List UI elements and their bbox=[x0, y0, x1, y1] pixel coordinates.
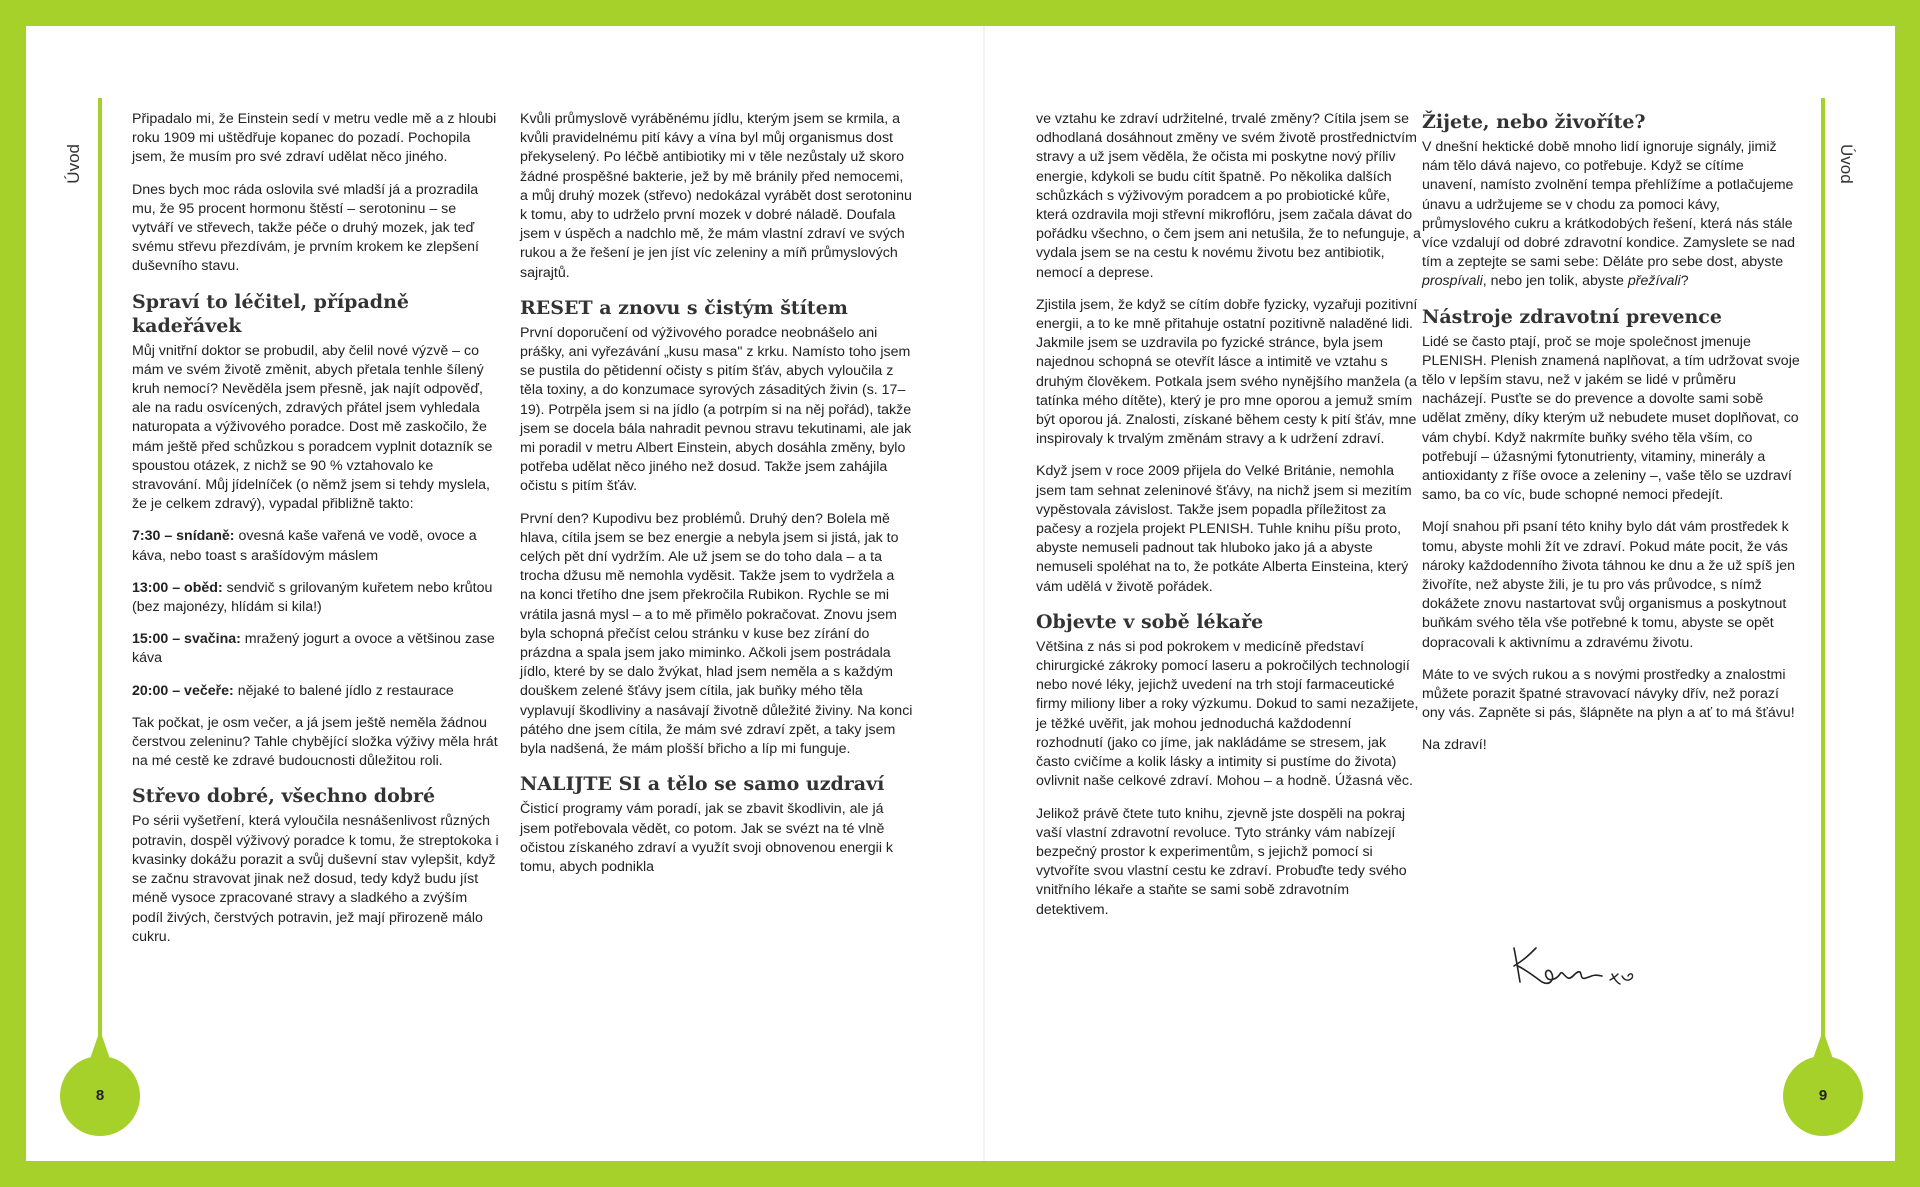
schedule-item bbox=[132, 630, 500, 668]
section-heading: Nástroje zdravotní prevence bbox=[1422, 305, 1722, 328]
schedule-item bbox=[132, 682, 500, 701]
section-heading: Objevte v sobě lékaře bbox=[1036, 610, 1264, 633]
section-heading: Spraví to léčitel, případně kadeřávek bbox=[132, 290, 409, 337]
schedule-text: ovesná kaše vařená ve vodě, ovoce a káva, nebo toast s arašídovým máslem bbox=[132, 528, 477, 564]
column-2 bbox=[520, 110, 914, 890]
right-page-number-drop bbox=[1783, 1056, 1863, 1136]
paragraph: Po sérii vyšetření, která vyloučila nesnášenlivost různých potravin, dospěl výživový poradce k tomu, že streptokoka i kvasinky dokážu porazit a svůj duševní stav vylepšit, když se začnu stravovat jinak než dosud, tedy když budu jíst méně vysoce zpracované stravy a sladkého a zvýším podíl živých, čerstvých potravin, jež mají přirozeně málo cukru. bbox=[132, 813, 499, 945]
schedule-text: nějaké to balené jídlo z restaurace bbox=[233, 682, 454, 699]
column-3 bbox=[1036, 110, 1421, 933]
paragraph: První doporučení od výživového poradce neobnášelo ani prášky, ani vyřezávání „kusu masa" z krku. Namísto toho jsem se pustila do pětidenní očisty s pitím šťáv, abych vyloučila z těla toxiny, a do konzumace syrových zásaditých živin (s. 17–19). Potrpěla jsem si na jídlo (a potrpím si na něj pořád), takže jsem se docela bála nahradit pevnou stravu tekutinami, ale jak mi poradil v metru Albert Einstein, abych dosáhla změny, bylo potřeba udělat něco jiného než dosud. Takže jsem zahájila očistu s pitím šťáv. bbox=[520, 324, 912, 495]
schedule-time: 20:00 – večeře: bbox=[132, 682, 234, 699]
section-heading: RESET a znovu s čistým štítem bbox=[520, 296, 848, 319]
paragraph: Připadalo mi, že Einstein sedí v metru vedle mě a z hloubi roku 1909 mi uštědřuje kopanec do pozadí. Pochopila jsem, že musím pro své zdraví udělat něco jiného. bbox=[132, 111, 497, 166]
column-1 bbox=[132, 110, 500, 960]
schedule-time: 13:00 – oběd: bbox=[132, 579, 223, 596]
paragraph: Většina z nás si pod pokrokem v medicíně představí chirurgické zákroky pomocí laseru a pokročilých technologií nebo nové léky, jejichž uvedení na trh stojí farmaceutické firmy miliony liber a roky výzkumu. Dokud to sami nezažijete, je těžké uvěřit, jak mohou jednoduchá každodenní rozhodnutí (jako co jíme, jak nakládáme se stresem, jak často cvičíme a kolik lásky a intimity si pustíme do života) ovlivnit naše celkové zdraví. Mohou – a hodně. Úžasná věc. bbox=[1036, 638, 1419, 790]
page-number-right: 9 bbox=[1818, 1087, 1828, 1104]
paragraph: Zjistila jsem, že když se cítím dobře fyzicky, vyzařuji pozitivní energii, a to ke mně přitahuje ostatní pozitivně naladěné lidi. Jakmile jsem se uzdravila po fyzické stránce, byla jsem najednou schopná se otevřít lásce a intimitě ve vztahu s druhým člověkem. Potkala jsem svého nynějšího manžela (a tatínka mého dítěte), který je pro mne oporou a jemuž smím být oporou já. Znalosti, získané během cesty k pití šťáv, mne inspirovaly k trvalým změnám stravy a k udržení zdraví. bbox=[1036, 296, 1418, 448]
emphasis: přežívali bbox=[1627, 273, 1681, 290]
emphasis: prospívali bbox=[1422, 273, 1483, 290]
schedule-time: 15:00 – svačina: bbox=[132, 631, 241, 648]
paragraph: Tak počkat, je osm večer, a já jsem ještě neměla žádnou čerstvou zeleninu? Tahle chybějící složka výživy měla hrát na mé cestě ke zdravé budoucnosti důležitou roli. bbox=[132, 714, 498, 770]
paragraph: Dnes bych moc ráda oslovila své mladší já a prozradila mu, že 95 procent hormonu štěstí – serotoninu – se vytváří ve střevech, takže péče o druhý mozek, jak teď svému střevu přezdívám, je prvním krokem ke zlepšení duševního stavu. bbox=[132, 181, 479, 275]
paragraph: Čisticí programy vám poradí, jak se zbavit škodlivin, ale já jsem potřebovala vědět, co potom. Jak se svézt na té vlně očistou získaného zdraví a využít svoji obnovenou energii k tomu, abych podnikla bbox=[520, 801, 894, 875]
handwritten-signature bbox=[1506, 936, 1646, 996]
paragraph: Lidé se často ptají, proč se moje společnost jmenuje PLENISH. Plenish znamená naplňovat, a tím udržovat svoje tělo v lepším stavu, než v jakém se lidé v průměru nacházejí. Pusťte se do prevence a dovolte sami sobě udělat změny, díky kterým už nebudete muset doplňovat, co vám chybí. Když nakrmíte buňky svého těla vším, co potřebují – úžasnými fytonutrienty, vitaminy, minerály a antioxidanty z říše ovoce a zeleniny –, vaše tělo se uzdraví samo, ba co víc, bude schopné nemoci předejít. bbox=[1422, 333, 1800, 504]
paragraph: Máte to ve svých rukou a s novými prostředky a znalostmi můžete porazit špatné stravovací návyky dřív, než porazí ony vás. Zapněte si pás, šlápněte na plyn a ať to má šťávu! bbox=[1422, 666, 1795, 722]
right-accent-line bbox=[1821, 98, 1825, 1048]
page-gutter bbox=[983, 26, 985, 1161]
paragraph-text: , nebo jen tolik, abyste bbox=[1482, 273, 1628, 290]
paragraph: Můj vnitřní doktor se probudil, aby čelil nové výzvě – co mám ve svém životě změnit, abych přetala tenhle šílený kruh nemocí? Nevěděla jsem přesně, jak najít odpověď, ale na radu osvícených, zdravých přátel jsem vyhledala naturopata a výživového poradce. Dost mě zaskočilo, že mám ještě před schůzkou s poradcem vyplnit dotazník se spoustou otázek, z nichž se 90 % vztahovalo ke stravování. Můj jídelníček (o němž jsem si tehdy myslela, že je celkem zdravý), vypadal přibližně takto: bbox=[132, 342, 493, 513]
paragraph: První den? Kupodivu bez problémů. Druhý den? Bolela mě hlava, cítila jsem se bez energie a nebyla jsem si jistá, jak to celých pět dní vydržím. Ale už jsem se do toho dala – a ta trocha džusu mě nemohla vyděsit. Takže jsem to vydržela a na konci třetího dne jsem překročila Rubikon. Rychle se mi vrátila jasná mysl – a to mě přimělo pokračovat. Znovu jsem byla schopná přečíst celou stránku v kuse bez zírání do prázdna a spala jsem jako miminko. Ačkoli jsem postrádala jídlo, které by se dalo žvýkat, hlad jsem neměla a s každým douškem zelené šťávy jsem cítila, jak buňky mého těla vyplavují škodliviny a nasávají životně důležité živiny. Na konci pátého dne jsem cítila, že mám své zdraví zpět, a taky jsem byla nadšená, že mám plošší břicho a líp mi funguje. bbox=[520, 510, 913, 758]
paragraph: Jelikož právě čtete tuto knihu, zjevně jste dospěli na pokraj vaší vlastní zdravotní revoluce. Tyto stránky vám nabízejí bezpečný prostor k experimentům, s jejichž pomocí si vytvoříte svou vlastní cestu ke zdraví. Probuďte tedy svého vnitřního lékaře a staňte se sami sobě zdravotním detektivem. bbox=[1036, 805, 1407, 918]
paragraph: Kvůli průmyslově vyráběnému jídlu, kterým jsem se krmila, a kvůli pravidelnému pití kávy a vína byl můj organismus dost překyselený. Po léčbě antibiotiky mi v těle nezůstaly už skoro žádné prospěšné bakterie, jež by mě bránily před nemocemi, a můj druhý mozek (střevo) nedokázal vyrábět dost serotoninu k tomu, aby to udrželo první mozek v dobré náladě. Doufala jsem v úspěch a nadchlo mě, že mám vlastní zdraví ve svých rukou a že řešení je jen jíst víc zeleniny a míň průmyslových sajrajtů. bbox=[520, 111, 912, 281]
sign-off: Na zdraví! bbox=[1422, 737, 1487, 754]
section-heading: Žijete, nebo živoříte? bbox=[1422, 111, 1646, 133]
column-4 bbox=[1422, 110, 1802, 769]
book-spread bbox=[26, 26, 1895, 1161]
schedule-text: mražený jogurt a ovoce a většinou zase káva bbox=[132, 631, 495, 667]
section-heading: Střevo dobré, všechno dobré bbox=[132, 785, 436, 808]
left-accent-line bbox=[98, 98, 102, 1048]
left-page-number-drop bbox=[60, 1056, 140, 1136]
section-label-right: Úvod bbox=[1837, 144, 1856, 184]
paragraph-text: V dnešní hektické době mnoho lidí ignoruje signály, jimiž nám tělo dává najevo, co potřebuje. Když se cítíme unavení, namísto zvolnění tempa přehlížíme a potlačujeme únavu a udržujeme se v chodu za pomoci kávy, průmyslového cukru a krátkodobých řešení, která nás stále více vzdalují od dobré zdravotní kondice. Zamyslete se nad tím a zeptejte se sami sebe: Děláte pro sebe dost, abyste bbox=[1422, 139, 1796, 271]
section-heading: NALIJTE SI a tělo se samo uzdraví bbox=[520, 773, 885, 796]
paragraph: Mojí snahou při psaní této knihy bylo dát vám prostředek k tomu, abyste mohli žít ve zdraví. Pokud máte pocit, že vás nároky každodenního života táhnou ke dnu a že už spíš jen živoříte, než abyste žili, je tu pro vás průvodce, s nímž dokážete znovu nastartovat svůj organismus a poskytnout buňkám svého těla vše potřebné k tomu, abyste se opět dopracovali k aktivnímu a zdravému životu. bbox=[1422, 519, 1796, 651]
paragraph-text: ? bbox=[1680, 273, 1689, 290]
paragraph: ve vztahu ke zdraví udržitelné, trvalé změny? Cítila jsem se odhodlaná dosáhnout změny ve svém životě prostřednictvím stravy a už jsem věděla, že očista mi poskytne nový příliv energie, kdykoli se budu cítit špatně. Po několika dalších schůzkách s výživovým poradcem a po probiotické kůře, která ozdravila moji střevní mikroflóru, jsem začala dávat do pořádku všechno, o čem jsem ani netušila, že to nefunguje, a vydala jsem se na cestu k novému životu bez antibiotik, nemocí a deprese. bbox=[1036, 111, 1421, 281]
schedule-item bbox=[132, 527, 500, 565]
schedule-item bbox=[132, 579, 500, 617]
schedule-time: 7:30 – snídaně: bbox=[132, 528, 235, 545]
schedule-text: sendvič s grilovaným kuřetem nebo krůtou (bez majonézy, hlídám si kila!) bbox=[132, 579, 493, 616]
paragraph: Když jsem v roce 2009 přijela do Velké Británie, nemohla jsem tam sehnat zeleninové šťávy, na nichž jsem si mezitím vypěstovala závislost. Takže jsem popadla příležitost za pačesy a rozjela projekt PLENISH. Tuhle knihu píšu proto, abyste nemuseli padnout tak hluboko jako já a abyste nemuseli spoléhat na to, že potkáte Alberta Einsteina, který vám udělá v životě pořádek. bbox=[1036, 463, 1412, 595]
section-label-left: Úvod bbox=[64, 144, 83, 184]
page-number-left: 8 bbox=[95, 1087, 105, 1104]
paragraph bbox=[1422, 138, 1802, 292]
